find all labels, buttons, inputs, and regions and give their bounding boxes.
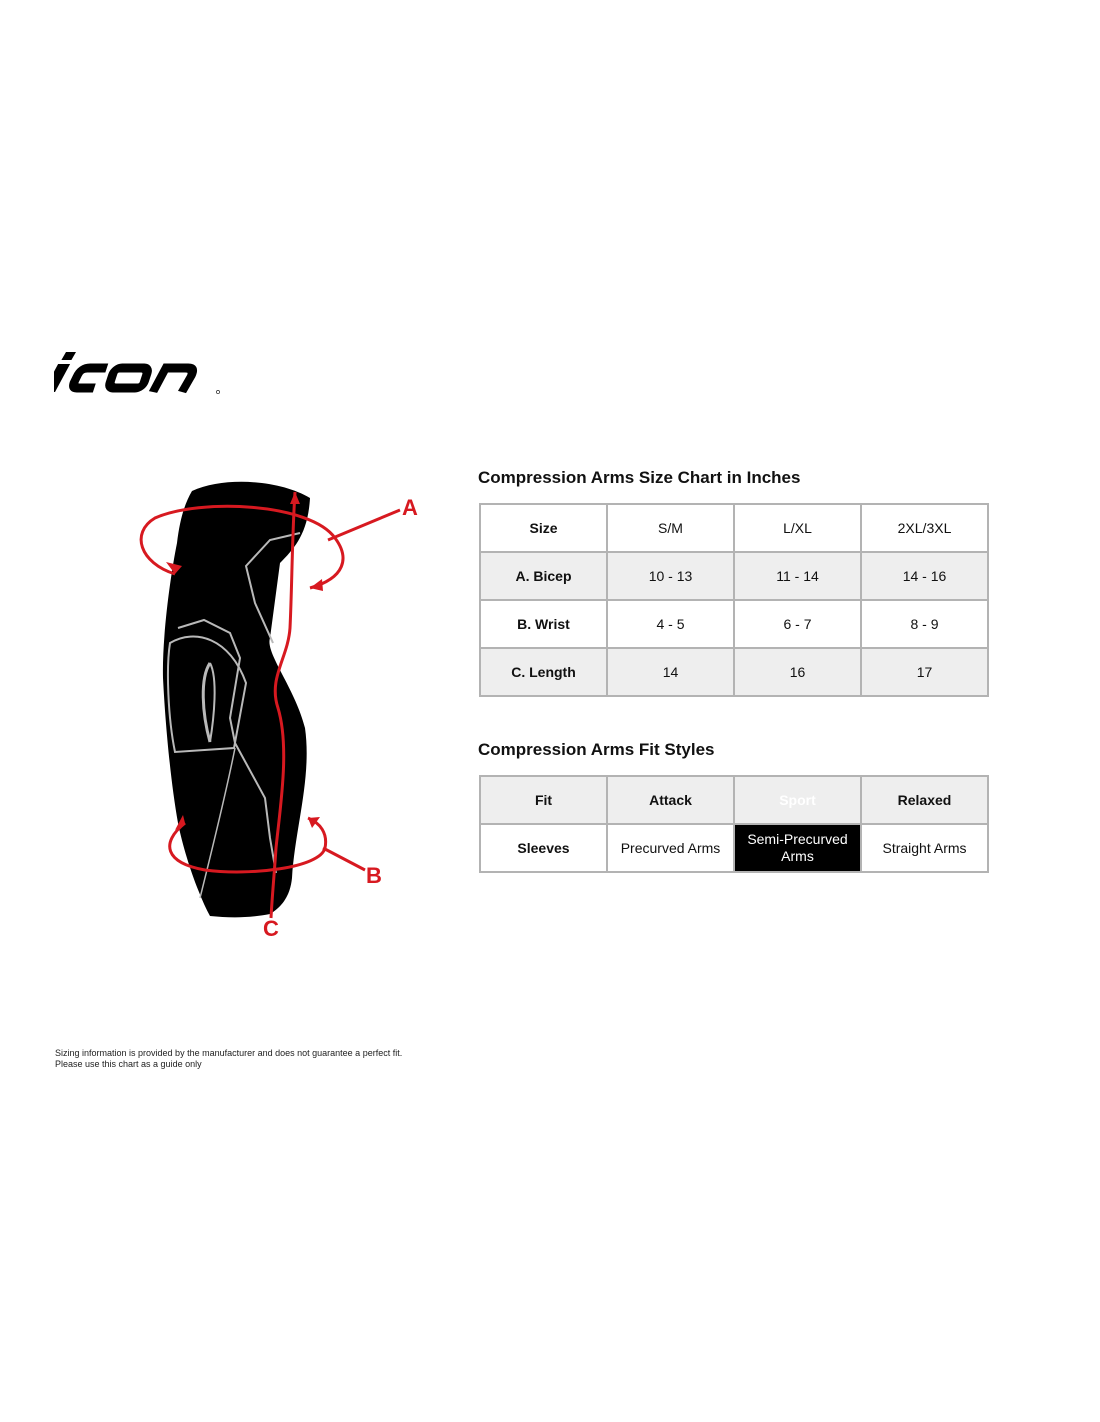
table-cell: Straight Arms — [861, 824, 988, 872]
header-cell-sport: Sport — [734, 776, 861, 824]
label-b: B — [366, 863, 382, 888]
fit-styles-title: Compression Arms Fit Styles — [478, 740, 715, 759]
table-cell: 6 - 7 — [734, 600, 861, 648]
icon-brand-logo — [54, 352, 220, 396]
header-cell-2xl3xl: 2XL/3XL — [861, 504, 988, 552]
logo-letters-con — [71, 368, 194, 392]
table-row-bicep — [480, 552, 988, 600]
header-cell-size: Size — [480, 504, 607, 552]
a-leader-line — [328, 510, 400, 540]
header-cell-lxl: L/XL — [734, 504, 861, 552]
table-cell: 10 - 13 — [607, 552, 734, 600]
b-leader-line — [323, 848, 365, 870]
header-cell-relaxed: Relaxed — [861, 776, 988, 824]
table-header-row — [480, 504, 988, 552]
table-row-length — [480, 648, 988, 696]
row-label-length: C. Length — [480, 648, 607, 696]
header-cell-sm: S/M — [607, 504, 734, 552]
table-cell: 11 - 14 — [734, 552, 861, 600]
table-row-sleeves — [480, 824, 988, 872]
header-cell-fit: Fit — [480, 776, 607, 824]
disclaimer-line-2: Please use this chart as a guide only — [55, 1059, 202, 1069]
row-label-bicep: A. Bicep — [480, 552, 607, 600]
label-c: C — [263, 916, 279, 941]
header-cell-attack: Attack — [607, 776, 734, 824]
size-chart-title: Compression Arms Size Chart in Inches — [478, 468, 801, 487]
table-header-row — [480, 776, 988, 824]
compression-arm-diagram — [130, 478, 430, 948]
size-chart-table — [479, 503, 989, 697]
table-cell: 8 - 9 — [861, 600, 988, 648]
sizing-disclaimer — [55, 1048, 402, 1070]
registered-mark-icon — [216, 390, 219, 393]
table-cell-highlighted: Semi-Precurved Arms — [734, 824, 861, 872]
row-label-wrist: B. Wrist — [480, 600, 607, 648]
table-cell: 14 — [607, 648, 734, 696]
table-cell: 17 — [861, 648, 988, 696]
disclaimer-line-1: Sizing information is provided by the manufacturer and does not guarantee a perfect fit. — [55, 1048, 403, 1058]
table-cell: 4 - 5 — [607, 600, 734, 648]
table-cell: 16 — [734, 648, 861, 696]
fit-styles-table — [479, 775, 989, 873]
row-label-sleeves: Sleeves — [480, 824, 607, 872]
table-cell: 14 - 16 — [861, 552, 988, 600]
table-cell: Precurved Arms — [607, 824, 734, 872]
label-a: A — [402, 495, 418, 520]
table-row-wrist — [480, 600, 988, 648]
compression-sleeve-silhouette — [163, 482, 310, 918]
